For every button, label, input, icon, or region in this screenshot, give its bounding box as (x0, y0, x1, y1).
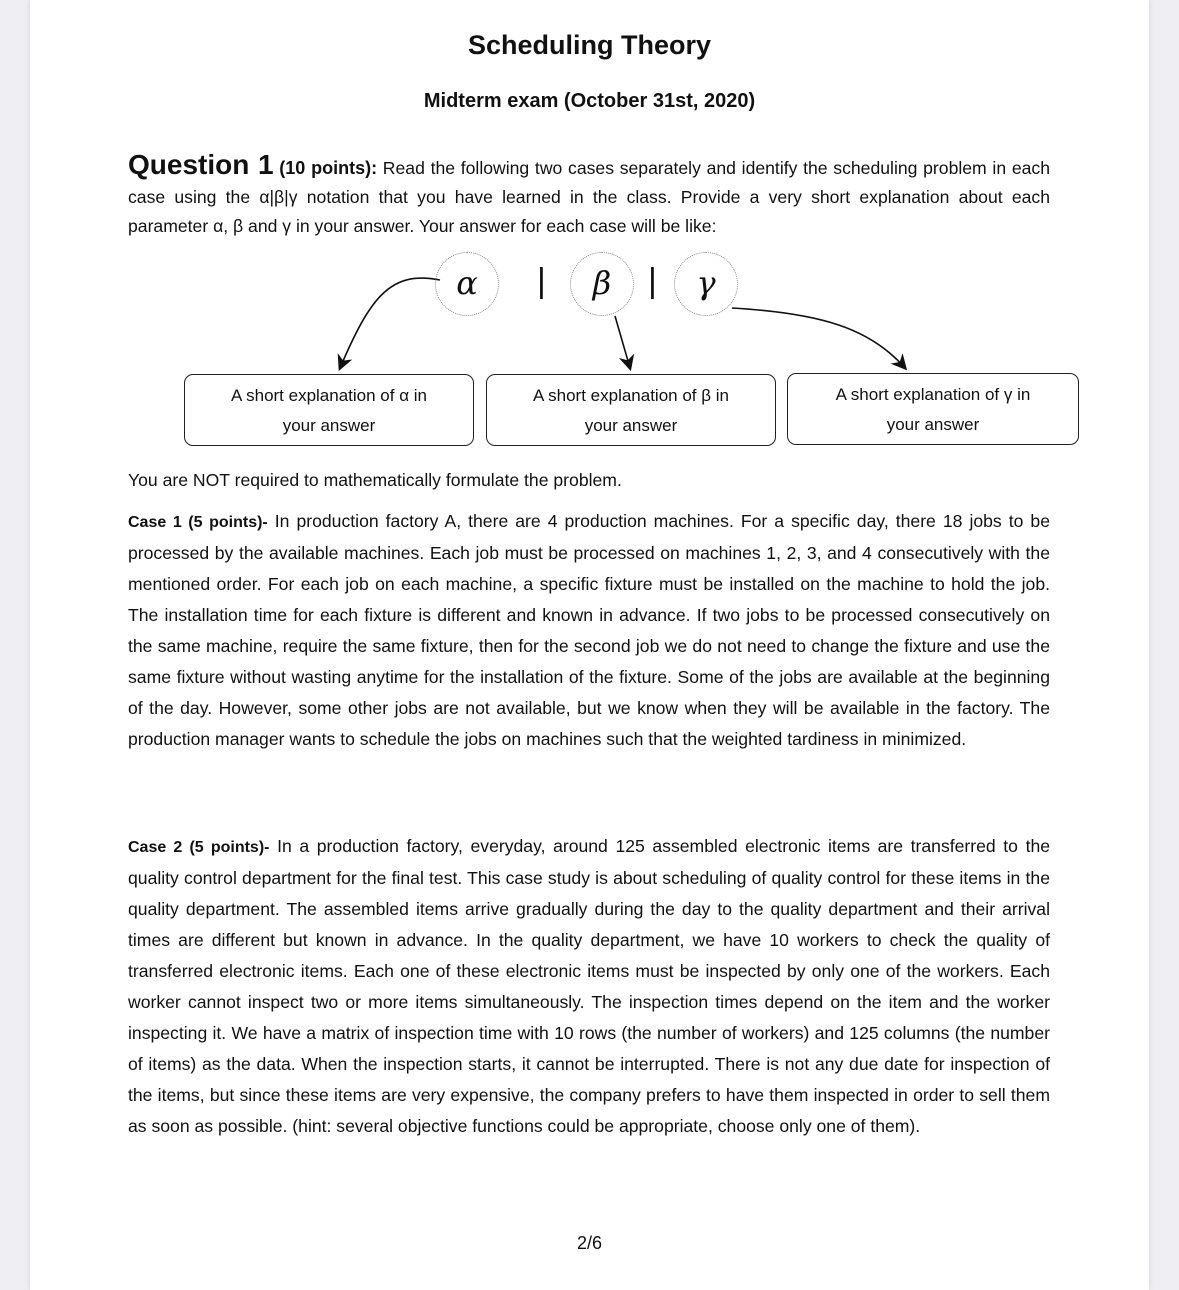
question-points: (10 points): (279, 158, 378, 178)
arrow-gamma (732, 308, 905, 368)
box-text: A short explanation of α in (230, 386, 427, 405)
beta-explanation-box (486, 374, 776, 446)
case-1 (128, 506, 1050, 755)
box-text: your answer (282, 416, 376, 435)
notation-diagram (140, 248, 1060, 458)
case-1-label: Case 1 (5 points)- (128, 514, 268, 531)
note-text: You are NOT required to mathematically formulate the problem. (128, 470, 622, 490)
document-page (30, 0, 1149, 1290)
page-title: Scheduling Theory (467, 30, 712, 60)
page-number: 2/6 (576, 1233, 603, 1253)
arrow-beta (615, 316, 630, 368)
box-text: your answer (584, 416, 678, 435)
question-text: Read the following two cases separately and identify the scheduling problem in each case using the α|β|γ notation that you have learned in the class. Provide a very short explanation about each parameter α, β and γ in your answer. Your answer for each case will be like: (128, 158, 1050, 236)
box-text: A short explanation of β in (533, 386, 729, 405)
alpha-symbol: α (435, 252, 499, 316)
case-2-label: Case 2 (5 points)- (128, 839, 270, 856)
question-1 (128, 150, 1050, 241)
alpha-explanation-box (184, 374, 474, 446)
box-text: A short explanation of γ in (835, 385, 1031, 404)
case-2 (128, 831, 1050, 1142)
separator: | (537, 262, 546, 300)
box-text: your answer (886, 415, 980, 434)
case-2-text: In a production factory, everyday, around 125 assembled electronic items are transferred to the quality control department for the final test. This case study is about scheduling of quality control for these items in the quality department. The assembled items arrive gradually during the day to the quality department and their arrival times are different but known in advance. In the quality department, we have 10 workers to check the quality of transferred electronic items. Each one of these electronic items must be inspected by only one of the workers. Each worker cannot inspect two or more items simultaneously. The inspection times depend on the item and the worker inspecting it. We have a matrix of inspection time with 10 rows (the number of workers) and 125 columns (the number of items) as the data. When the inspection starts, it cannot be interrupted. There is not any due date for inspection of the items, but since these items are very expensive, the company prefers to have them inspected in order to sell them as soon as possible. (hint: several objective functions could be appropriate, choose only one of them). (128, 836, 1051, 1136)
gamma-symbol: γ (674, 252, 738, 316)
question-heading: Question 1 (128, 149, 274, 180)
case-1-text: In production factory A, there are 4 production machines. For a specific day, there 18 jobs to be processed by the available machines. Each job must be processed on machines 1, 2, 3, and 4 consecutively with the mentioned order. For each job on each machine, a specific fixture must be installed on the machine to hold the job. The installation time for each fixture is different and known in advance. If two jobs to be processed consecutively on the same machine, require the same fixture, then for the second job we do not need to change the fixture and use the same fixture without wasting anytime for the installation of the fixture. Some of the jobs are available at the beginning of the day. However, some other jobs are not available, but we know when they will be available in the factory. The production manager wants to schedule the jobs on machines such that the weighted tardiness in minimized. (128, 511, 1051, 749)
exam-subtitle: Midterm exam (October 31st, 2020) (423, 90, 756, 112)
arrow-alpha (340, 278, 440, 368)
separator: | (648, 262, 657, 300)
gamma-explanation-box (787, 373, 1079, 445)
beta-symbol: β (570, 252, 634, 316)
